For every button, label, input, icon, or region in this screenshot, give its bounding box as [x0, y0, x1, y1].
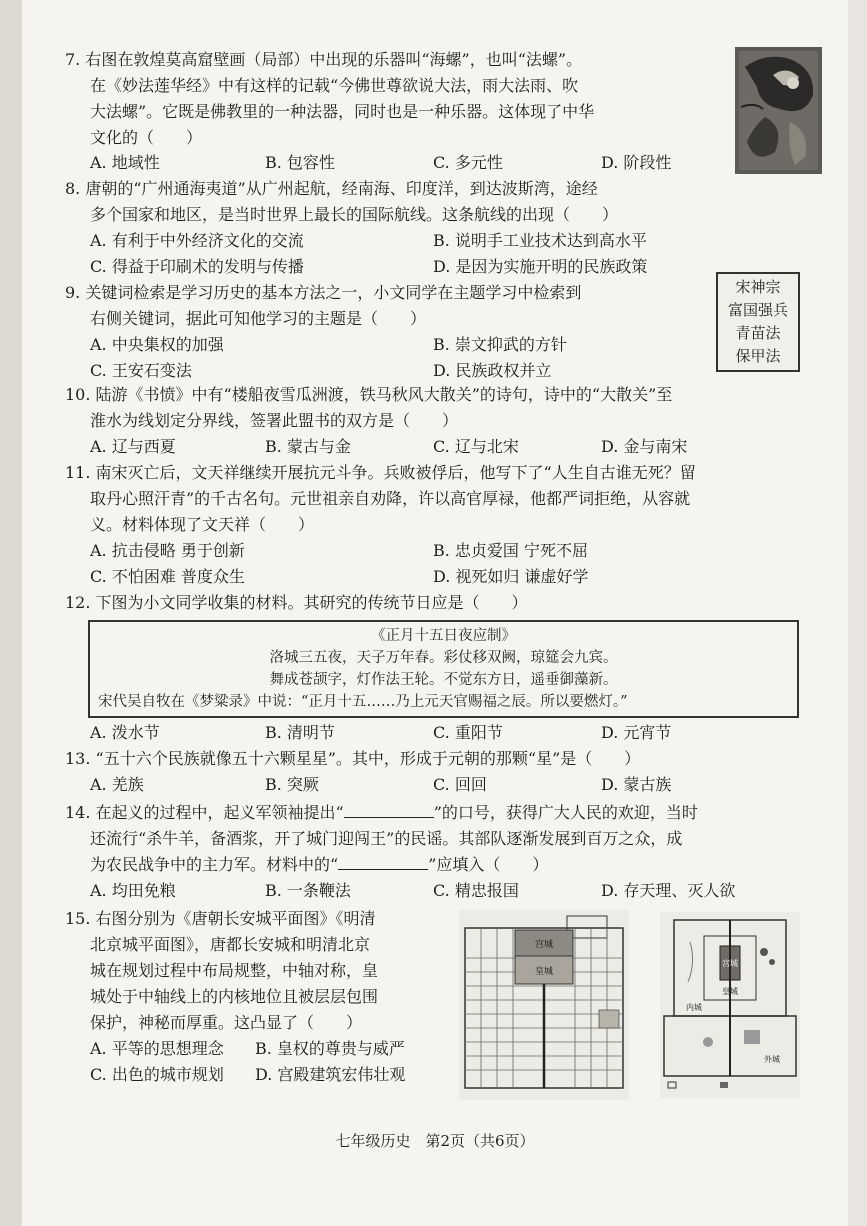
- question-14-text: 为农民战争中的主力军。材料中的“: [90, 855, 339, 874]
- map-label: 皇城: [722, 987, 738, 996]
- question-15-line-4: 城处于中轴线上的内核地位且被层层包围: [90, 987, 379, 1006]
- answer-blank[interactable]: [344, 801, 434, 818]
- option-9d[interactable]: D. 民族政权并立: [433, 361, 552, 380]
- question-15-line-2: 北京城平面图》，唐都长安城和明清北京: [90, 935, 371, 954]
- question-7-line-1: 7. 右图在敦煌莫高窟壁画（局部）中出现的乐器叫“海螺”，也叫“法螺”。: [65, 50, 583, 69]
- option-11b[interactable]: B. 忠贞爱国 宁死不屈: [433, 541, 589, 560]
- option-12a[interactable]: A. 泼水节: [90, 723, 160, 742]
- question-12-line-1: 12. 下图为小文同学收集的材料。其研究的传统节日应是（ ）: [65, 593, 528, 612]
- option-10d[interactable]: D. 金与南宋: [601, 437, 688, 456]
- keyword-item: 宋神宗: [735, 278, 781, 296]
- page-binding-edge: [0, 0, 22, 1226]
- option-7c[interactable]: C. 多元性: [433, 153, 503, 172]
- question-7-line-3: 大法螺”。它既是佛教里的一种法器，同时也是一种乐器。这体现了中华: [90, 102, 595, 121]
- map-label: 宫城: [722, 959, 738, 968]
- map-label: 内城: [686, 1003, 702, 1012]
- option-12b[interactable]: B. 清明节: [265, 723, 335, 742]
- option-8a[interactable]: A. 有利于中外经济文化的交流: [90, 231, 304, 250]
- question-7-line-2: 在《妙法莲华经》中有这样的记载“今佛世尊欲说大法，雨大法雨、吹: [90, 76, 579, 95]
- option-15b[interactable]: B. 皇权的尊贵与威严: [255, 1039, 405, 1058]
- option-13c[interactable]: C. 回回: [433, 775, 487, 794]
- option-12d[interactable]: D. 元宵节: [601, 723, 672, 742]
- question-8-line-2: 多个国家和地区，是当时世界上最长的国际航线。这条航线的出现（ ）: [90, 205, 619, 224]
- question-13-line-1: 13. “五十六个民族就像五十六颗星星”。其中，形成于元朝的那颗“星”是（ ）: [65, 749, 641, 768]
- map-label: 宫城: [534, 940, 554, 950]
- option-10c[interactable]: C. 辽与北宋: [433, 437, 519, 456]
- option-11d[interactable]: D. 视死如归 谦虚好学: [433, 567, 589, 586]
- changan-city-map: [459, 910, 629, 1100]
- exam-page: [22, 0, 848, 1226]
- option-14c[interactable]: C. 精忠报国: [433, 881, 519, 900]
- keyword-item: 富国强兵: [727, 301, 788, 319]
- answer-blank[interactable]: [338, 853, 428, 870]
- question-7-line-4: 文化的（ ）: [90, 128, 203, 147]
- option-8c[interactable]: C. 得益于印刷术的发明与传播: [90, 257, 304, 276]
- question-11-line-3: 义。材料体现了文天祥（ ）: [90, 515, 315, 534]
- option-8b[interactable]: B. 说明手工业技术达到高水平: [433, 231, 647, 250]
- poem-line: 洛城三五夜，天子万年春。彩仗移双阙，琼筵会九宾。: [269, 650, 618, 666]
- option-7d[interactable]: D. 阶段性: [601, 153, 672, 172]
- option-9a[interactable]: A. 中央集权的加强: [90, 335, 224, 354]
- option-15a[interactable]: A. 平等的思想理念: [90, 1039, 224, 1058]
- question-14-line-3: [90, 852, 548, 878]
- page-footer: 七年级历史 第2页（共6页）: [335, 1132, 535, 1150]
- option-14d[interactable]: D. 存天理、灭人欲: [601, 881, 736, 900]
- question-14-line-2: 还流行“杀牛羊，备酒浆，开了城门迎闯王”的民谣。其部队逐渐发展到百万之众，成: [90, 829, 683, 848]
- poem-note: 宋代吴自牧在《梦粱录》中说：“正月十五……乃上元天官赐福之辰。所以要燃灯。”: [98, 694, 628, 710]
- option-7b[interactable]: B. 包容性: [265, 153, 335, 172]
- option-11a[interactable]: A. 抗击侵略 勇于创新: [90, 541, 245, 560]
- question-10-line-2: 淮水为线划定分界线，签署此盟书的双方是（ ）: [90, 411, 459, 430]
- option-9c[interactable]: C. 王安石变法: [90, 361, 192, 380]
- poem-material-box: [88, 620, 799, 718]
- poem-line: 舞成苍颉字，灯作法王轮。不觉东方日，遥垂御藻新。: [269, 672, 618, 688]
- keyword-box: [716, 272, 800, 372]
- question-14-text: 14. 在起义的过程中，起义军领袖提出“: [65, 803, 344, 822]
- map-label: 皇城: [534, 967, 554, 977]
- option-8d[interactable]: D. 是因为实施开明的民族政策: [433, 257, 648, 276]
- option-10a[interactable]: A. 辽与西夏: [90, 437, 176, 456]
- beijing-city-map: [660, 912, 800, 1098]
- question-9-line-1: 9. 关键词检索是学习历史的基本方法之一，小文同学在主题学习中检索到: [65, 283, 582, 302]
- option-9b[interactable]: B. 崇文抑武的方针: [433, 335, 567, 354]
- keyword-item: 保甲法: [735, 347, 781, 365]
- poem-title: 《正月十五日夜应制》: [371, 628, 516, 644]
- question-15-line-3: 城在规划过程中布局规整，中轴对称，皇: [90, 961, 379, 980]
- option-13b[interactable]: B. 突厥: [265, 775, 319, 794]
- question-11-line-1: 11. 南宋灭亡后，文天祥继续开展抗元斗争。兵败被俘后，他写下了“人生自古谁无死？留: [65, 463, 696, 482]
- option-10b[interactable]: B. 蒙古与金: [265, 437, 351, 456]
- question-10-line-1: 10. 陆游《书愤》中有“楼船夜雪瓜洲渡，铁马秋风大散关”的诗句，诗中的“大散关”至: [65, 385, 673, 404]
- option-11c[interactable]: C. 不怕困难 普度众生: [90, 567, 245, 586]
- question-14-text: ”的口号，获得广大人民的欢迎，当时: [433, 803, 698, 822]
- option-13d[interactable]: D. 蒙古族: [601, 775, 672, 794]
- question-8-line-1: 8. 唐朝的“广州通海夷道”从广州起航，经南海、印度洋，到达波斯湾，途经: [65, 179, 598, 198]
- option-14a[interactable]: A. 均田免粮: [90, 881, 176, 900]
- option-15c[interactable]: C. 出色的城市规划: [90, 1065, 224, 1084]
- dunhuang-mural-image: [735, 47, 822, 174]
- question-15-line-1: 15. 右图分别为《唐朝长安城平面图》《明清: [65, 909, 376, 928]
- keyword-item: 青苗法: [735, 324, 781, 342]
- option-14b[interactable]: B. 一条鞭法: [265, 881, 351, 900]
- question-11-line-2: 取丹心照汗青”的千古名句。元世祖亲自劝降，许以高官厚禄，他都严词拒绝，从容就: [90, 489, 691, 508]
- option-13a[interactable]: A. 羌族: [90, 775, 144, 794]
- map-label: 外城: [764, 1055, 780, 1064]
- option-12c[interactable]: C. 重阳节: [433, 723, 503, 742]
- question-14-line-1: [65, 800, 698, 826]
- question-9-line-2: 右侧关键词，据此可知他学习的主题是（ ）: [90, 309, 427, 328]
- question-14-text: ”应填入（ ）: [428, 855, 549, 874]
- option-15d[interactable]: D. 宫殿建筑宏伟壮观: [255, 1065, 406, 1084]
- option-7a[interactable]: A. 地域性: [90, 153, 160, 172]
- question-15-line-5: 保护，神秘而厚重。这凸显了（ ）: [90, 1013, 363, 1032]
